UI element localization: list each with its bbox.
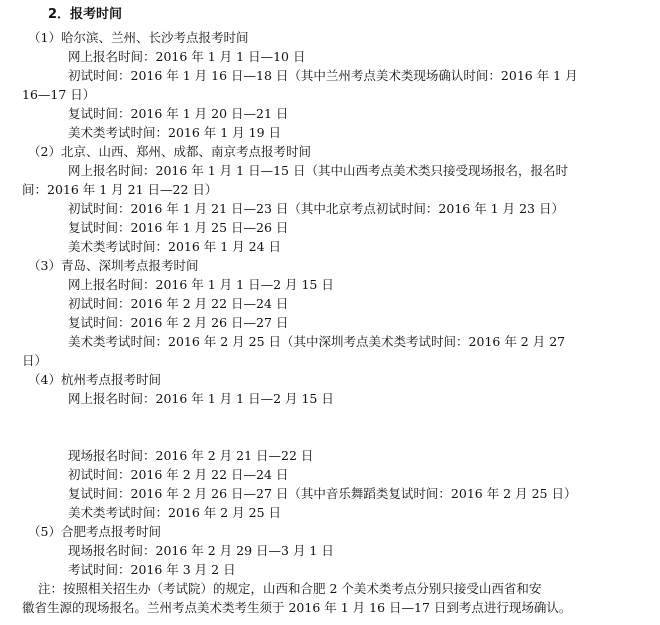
group-5-heading: （5）合肥考点报考时间 [28, 524, 161, 539]
group-2-line-5: 美术类考试时间：2016 年 1 月 24 日 [68, 239, 282, 254]
group-3-line-3: 复试时间：2016 年 2 月 26 日—27 日 [68, 315, 289, 330]
group-2-line-3: 初试时间：2016 年 1 月 21 日—23 日（其中北京考点初试时间：2016 年 1 月 23 日） [68, 201, 564, 216]
group-1-line-3: 16—17 日） [22, 87, 96, 102]
group-2-line-4: 复试时间：2016 年 1 月 25 日—26 日 [68, 220, 289, 235]
note-line-1: 注：按照相关招生办（考试院）的规定，山西和合肥 2 个美术类考点分别只接受山西省和安 [38, 581, 542, 596]
group-4-line-4: 复试时间：2016 年 2 月 26 日—27 日（其中音乐舞蹈类复试时间：2016 年 2 月 25 日） [68, 486, 577, 501]
group-4-line-3: 初试时间：2016 年 2 月 22 日—24 日 [68, 467, 289, 482]
group-1-heading: （1）哈尔滨、兰州、长沙考点报考时间 [28, 30, 249, 45]
group-5-line-1: 现场报名时间：2016 年 2 月 29 日—3 月 1 日 [68, 543, 334, 558]
group-2-heading: （2）北京、山西、郑州、成都、南京考点报考时间 [28, 144, 311, 159]
group-3-line-5: 日） [22, 353, 48, 368]
group-4-heading: （4）杭州考点报考时间 [28, 372, 161, 387]
group-5-line-2: 考试时间：2016 年 3 月 2 日 [68, 562, 236, 577]
group-1-line-1: 网上报名时间：2016 年 1 月 1 日—10 日 [68, 49, 306, 64]
group-1-line-2: 初试时间：2016 年 1 月 16 日—18 日（其中兰州考点美术类现场确认时间：2016 年 1 月 [68, 68, 578, 83]
group-3-line-4: 美术类考试时间：2016 年 2 月 25 日（其中深圳考点美术类考试时间：2016 年 2 月 27 [68, 334, 566, 349]
section-title: 2．报考时间 [48, 7, 123, 22]
group-2-line-1: 网上报名时间：2016 年 1 月 1 日—15 日（其中山西考点美术类只接受现场报名，报名时 [68, 163, 568, 178]
group-3-line-1: 网上报名时间：2016 年 1 月 1 日—2 月 15 日 [68, 277, 334, 292]
group-4-line-1: 网上报名时间：2016 年 1 月 1 日—2 月 15 日 [68, 391, 334, 406]
group-1-line-5: 美术类考试时间：2016 年 1 月 19 日 [68, 125, 282, 140]
note-line-2: 徽省生源的现场报名。兰州考点美术类考生须于 2016 年 1 月 16 日—17 日到考点进行现场确认。 [22, 600, 572, 615]
group-4-line-5: 美术类考试时间：2016 年 2 月 25 日 [68, 505, 282, 520]
group-1-line-4: 复试时间：2016 年 1 月 20 日—21 日 [68, 106, 289, 121]
group-4-line-2: 现场报名时间：2016 年 2 月 21 日—22 日 [68, 448, 314, 463]
group-3-line-2: 初试时间：2016 年 2 月 22 日—24 日 [68, 296, 289, 311]
group-2-line-2: 间：2016 年 1 月 21 日—22 日） [22, 182, 218, 197]
group-3-heading: （3）青岛、深圳考点报考时间 [28, 258, 199, 273]
